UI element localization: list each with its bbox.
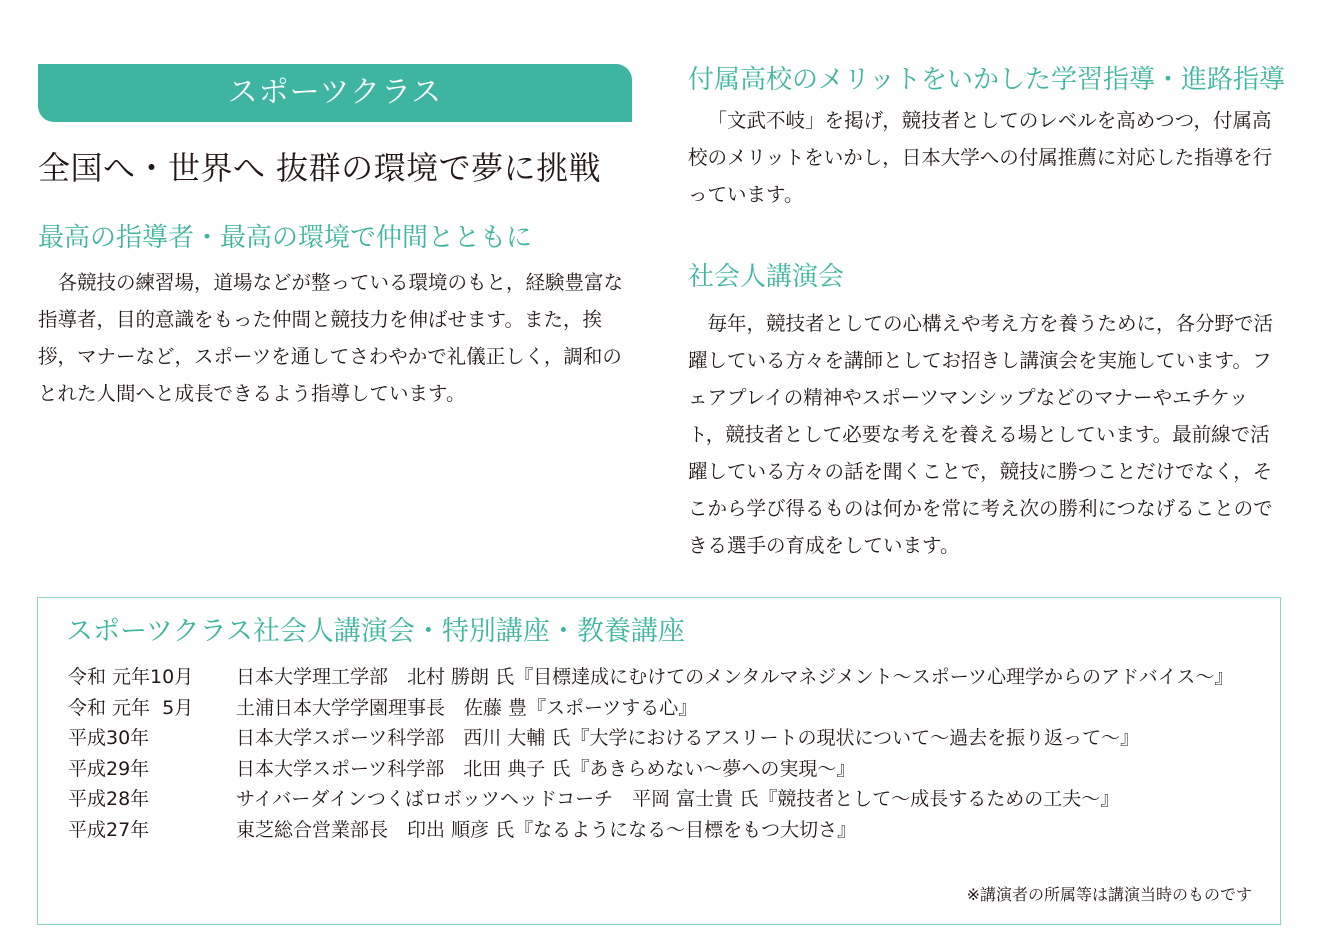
lecture-date: 平成27年	[68, 818, 150, 841]
lecture-row	[68, 723, 1248, 754]
lecture-content: 日本大学理工学部 北村 勝朗 氏『目標達成にむけてのメンタルマネジメント～スポーツ心理学からのアドバイス～』	[236, 666, 1234, 688]
lecture-content: 東芝総合営業部長 印出 順彦 氏『なるようになる～目標をもつ大切さ』	[236, 818, 857, 841]
coaching-environment-paragraph: 各競技の練習場，道場などが整っている環境のもと，経験豊富な指導者，目的意識をもった仲間と競技力を伸ばせます。また，挨拶，マナーなど，スポーツを通してさわやかで礼儀正しく，調和のとれた人間へと成長できるよう指導しています。	[38, 271, 624, 405]
lecture-content: 土浦日本大学学園理事長 佐藤 豊『スポーツする心』	[236, 696, 698, 719]
lecture-date: 平成29年	[68, 757, 150, 780]
academic-guidance-paragraph: 「文武不岐」を掲げ，競技者としてのレベルを高めつつ，付属高校のメリットをいかし，日本大学への付属推薦に対応した指導を行っています。	[688, 109, 1273, 206]
sports-class-banner: スポーツクラス	[38, 64, 632, 122]
lecture-date: 令和 元年 5月	[68, 696, 194, 719]
left-column	[38, 64, 632, 412]
lecture-history-title: スポーツクラス社会人講演会・特別講座・教養講座	[66, 616, 685, 647]
lecture-date: 令和 元年10月	[68, 666, 194, 688]
lecture-content: 日本大学スポーツ科学部 西川 大輔 氏『大学におけるアスリートの現状について～過去を振り返って～』	[236, 727, 1140, 749]
lecture-content: サイバーダインつくばロボッツヘッドコーチ 平岡 富士貴 氏『競技者として～成長するための工夫～』	[236, 788, 1120, 810]
lecture-history-box	[37, 597, 1281, 925]
lecture-row	[68, 754, 1248, 785]
lecture-date: 平成30年	[68, 727, 150, 749]
lecture-row	[68, 662, 1248, 693]
speaker-affiliation-note: ※講演者の所属等は講演当時のものです	[966, 885, 1252, 904]
lecture-meeting-heading: 社会人講演会	[688, 262, 845, 292]
lecture-row	[68, 693, 1248, 724]
lecture-meeting-paragraph: 毎年，競技者としての心構えや考え方を養うために，各分野で活躍している方々を講師としてお招きし講演会を実施しています。フェアプレイの精神やスポーツマンシップなどのマナーやエチケット，競技者として必要な考えを養える場としています。最前線で活躍している方々の話を聞くことで，競技に勝つことだけでなく，そこから学び得るものは何かを常に考え次の勝利につなげることのできる選手の育成をしています。	[688, 312, 1274, 557]
coaching-environment-heading: 最高の指導者・最高の環境で仲間とともに	[38, 223, 533, 253]
main-title: 全国へ・世界へ 抜群の環境で夢に挑戦	[38, 149, 602, 187]
lecture-date: 平成28年	[68, 788, 150, 810]
academic-guidance-heading: 付属高校のメリットをいかした学習指導・進路指導	[688, 65, 1285, 95]
lecture-row	[68, 784, 1248, 815]
lecture-row	[68, 815, 1248, 846]
lecture-content: 日本大学スポーツ科学部 北田 典子 氏『あきらめない～夢への実現～』	[236, 757, 856, 780]
right-column	[688, 64, 1284, 564]
lecture-list	[68, 662, 1248, 845]
